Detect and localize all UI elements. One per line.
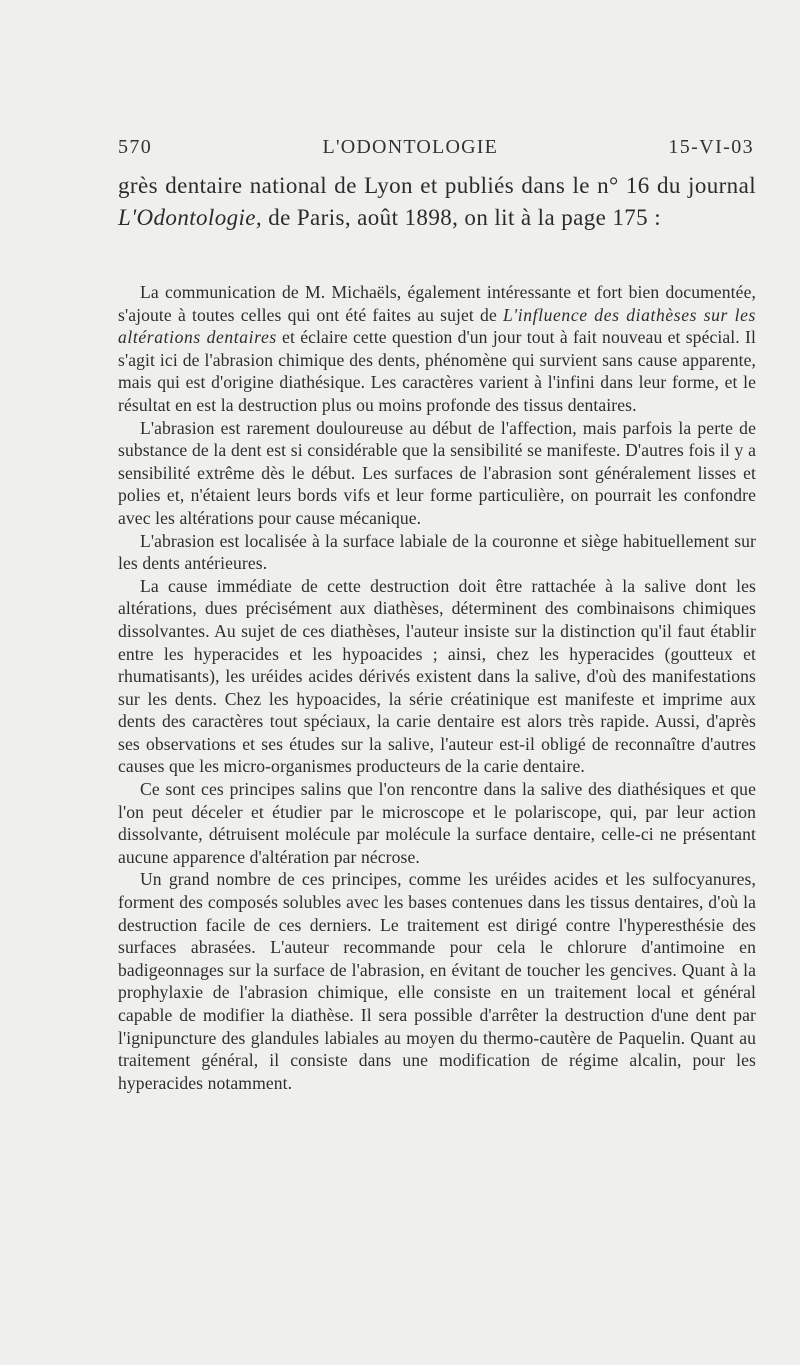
- running-header: [118, 136, 754, 159]
- running-title: L'ODONTOLOGIE: [322, 136, 499, 158]
- paragraph-1-before: La communication de M. Michaëls, également intéressante et fort bien documentée, s'ajoute à toutes celles qui ont été faites au sujet de: [118, 282, 756, 325]
- paragraph-4: La cause immédiate de cette destruction doit être rattachée à la salive dont les altérations, dues précisément aux diathèses, déterminent des combinaisons chimiques dissolvantes. Au sujet de ces diathèses, l'auteur insiste sur la distinction qu'il faut établir entre les hyperacides et les hypoacides ; ainsi, chez les hyperacides (goutteux et rhumatisants), les uréides acides dérivés existent dans la salive, d'où des manifestations sur les dents. Chez les hypoacides, la série créatinique est manifeste et imprime aux dents des caractères tout spéciaux, la carie dentaire est alors très rapide. Aussi, d'après ses observations et ses études sur la salive, l'auteur est-il obligé de reconnaître d'autres causes que les micro-organismes producteurs de la carie dentaire.: [118, 575, 756, 777]
- paragraph-2: L'abrasion est rarement douloureuse au début de l'affection, mais parfois la perte de substance de la dent est si considérable que la sensibilité se manifeste. D'autres fois il y a sensibilité extrême dès le début. Les surfaces de l'abrasion sont généralement lisses et polies et, n'étaient leurs bords vifs et leur forme particulière, on pourrait les confondre avec les altérations pour cause mécanique.: [118, 417, 756, 528]
- quoted-text: [118, 281, 756, 1094]
- intro-paragraph: [118, 170, 756, 234]
- paragraph-1-italic-title: L'influence des diathèses sur les altérations dentaires: [118, 304, 756, 348]
- journal-title: L'Odontologie,: [118, 205, 263, 230]
- paragraph-3: L'abrasion est localisée à la surface labiale de la couronne et siège habituellement sur les dents antérieures.: [118, 530, 756, 574]
- paragraph-5: Ce sont ces principes salins que l'on rencontre dans la salive des diathésiques et que l'on peut déceler et étudier par le microscope et le polariscope, qui, par leur action dissolvante, détruisent molécule par molécule la surface dentaire, celle-ci ne présentant aucune apparence d'altération par nécrose.: [118, 779, 756, 867]
- intro-text-after: de Paris, août 1898, on lit à la page 175 :: [262, 205, 662, 230]
- paragraph-6: Un grand nombre de ces principes, comme les uréides acides et les sulfocyanures, forment des composés solubles avec les bases contenues dans les tissus dentaires, d'où la destruction facile de ces derniers. Le traitement est dirigé contre l'hyperesthésie des surfaces abrasées. L'auteur recommande pour cela le chlorure d'antimoine en badigeonnages sur la surface de l'abrasion, en évitant de toucher les gencives. Quant à la prophylaxie de l'abrasion chimique, elle consiste en un traitement local et général capable de modifier la diathèse. Il sera possible d'arrêter la destruction d'une dent par l'ignipuncture des glandules labiales au moyen du thermo-cautère de Paquelin. Quant au traitement général, il consiste dans une modification de régime alcalin, pour les hyperacides notamment.: [118, 869, 756, 1093]
- issue-date: 15-VI-03: [668, 136, 754, 158]
- intro-text-before: grès dentaire national de Lyon et publiés dans le n° 16 du journal: [118, 173, 756, 198]
- page-number: 570: [118, 136, 153, 158]
- paragraph-1: [118, 281, 756, 417]
- paragraph-1-after: et éclaire cette question d'un jour tout à fait nouveau et spécial. Il s'agit ici de l'abrasion chimique des dents, phénomène qui survient sans cause apparente, mais qui est d'origine diathésique. Les caractères varient à l'infini dans leur forme, et le résultat en est la destruction plus ou moins profonde des tissus dentaires.: [118, 327, 756, 415]
